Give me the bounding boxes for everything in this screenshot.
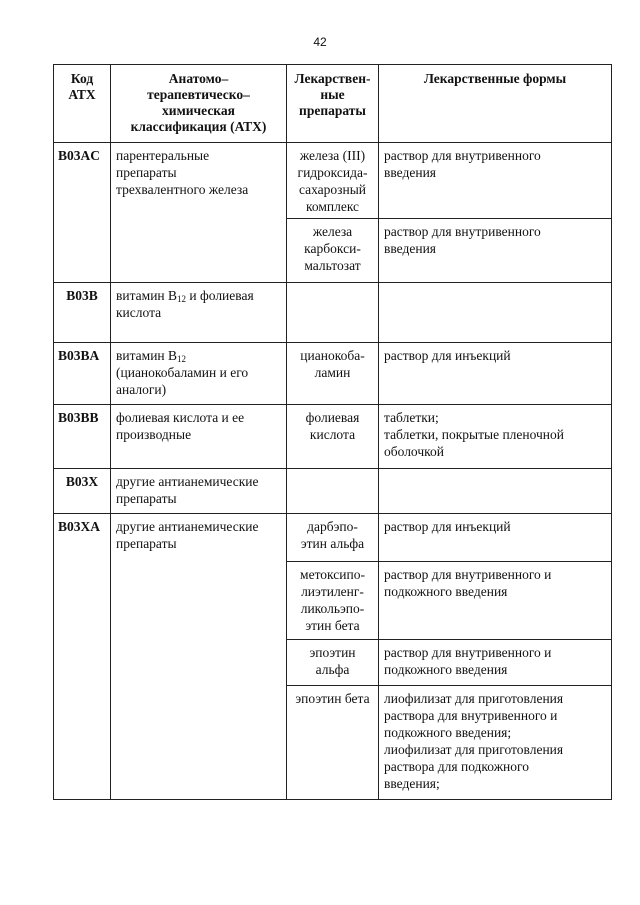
atc-code: B03BB [54, 405, 111, 469]
header-drugs: Лекарствен- ные препараты [287, 65, 379, 143]
header-forms: Лекарственные формы [379, 65, 612, 143]
classification-cell: витамин $B_{12}$ (цианокобаламин и его аналоги) [111, 343, 287, 405]
classification-cell: витамин $B_{12}$ и фолиевая кислота [111, 283, 287, 343]
form-cell: раствор для внутривенного введения [379, 219, 612, 283]
atc-code: B03BA [54, 343, 111, 405]
atc-code: B03X [54, 469, 111, 514]
form-cell [379, 283, 612, 343]
page-number: 42 [313, 35, 327, 49]
drug-cell [287, 283, 379, 343]
classification-cell: парентеральные препараты трехвалентного железа [111, 143, 287, 283]
drug-cell: железа карбокси- мальтозат [287, 219, 379, 283]
classification-cell: другие антианемические препараты [111, 514, 287, 800]
drug-cell [287, 469, 379, 514]
table-row [54, 405, 612, 469]
header-classification: Анатомо– терапевтическо– химическая классификация (АТХ) [111, 65, 287, 143]
form-cell: раствор для внутривенного введения [379, 143, 612, 219]
form-cell: раствор для внутривенного и подкожного введения [379, 562, 612, 640]
drug-cell: дарбэпо- этин альфа [287, 514, 379, 562]
table-row [54, 143, 612, 219]
atc-table [53, 64, 612, 800]
drug-cell: цианокоба- ламин [287, 343, 379, 405]
atc-code: B03XA [54, 514, 111, 800]
table-row [54, 514, 612, 562]
atc-code: B03B [54, 283, 111, 343]
header-row [54, 65, 612, 143]
form-cell: раствор для инъекций [379, 343, 612, 405]
drug-cell: фолиевая кислота [287, 405, 379, 469]
classification-cell: другие антианемические препараты [111, 469, 287, 514]
table-row [54, 283, 612, 343]
drug-cell: метоксипо- лиэтиленг- ликольэпо- этин бета [287, 562, 379, 640]
drug-cell: железа (III) гидроксида- сахарозный комплекс [287, 143, 379, 219]
form-cell: раствор для внутривенного и подкожного введения [379, 640, 612, 686]
header-code: Код АТХ [54, 65, 111, 143]
table-row [54, 469, 612, 514]
form-cell: таблетки; таблетки, покрытые пленочной оболочкой [379, 405, 612, 469]
form-cell [379, 469, 612, 514]
atc-code: B03AC [54, 143, 111, 283]
table-row [54, 343, 612, 405]
form-cell: раствор для инъекций [379, 514, 612, 562]
form-cell: лиофилизат для приготовления раствора для внутривенного и подкожного введения; лиофилизат для приготовления раствора для подкожного введения; [379, 686, 612, 800]
drug-cell: эпоэтин бета [287, 686, 379, 800]
classification-cell: фолиевая кислота и ее производные [111, 405, 287, 469]
drug-cell: эпоэтин альфа [287, 640, 379, 686]
